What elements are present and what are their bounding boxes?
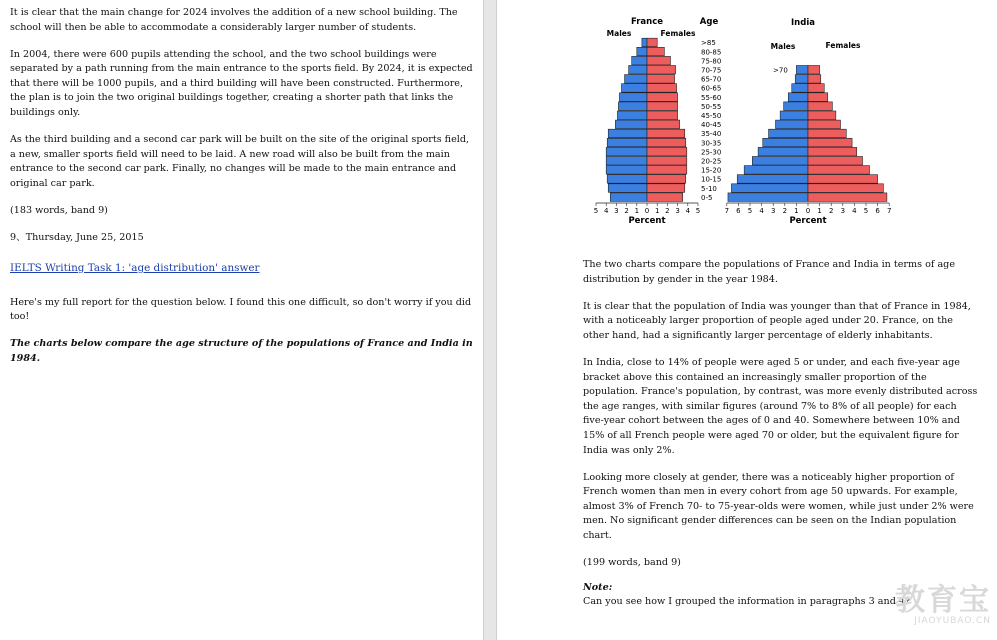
legend-india-females: Females	[825, 41, 861, 50]
tick-label-right-1-1: 2	[828, 207, 834, 215]
bar-female-0-16	[647, 47, 664, 56]
bar-male-1-14	[796, 66, 808, 75]
bar-female-0-8	[647, 120, 680, 129]
post-date: 9、Thursday, June 25, 2015	[10, 232, 144, 244]
task-question: The charts below compare the age structure of the populations of France and India in 1984.	[10, 338, 473, 364]
tick-label-left-1-1: 6	[736, 207, 741, 215]
title-france: France	[630, 17, 664, 27]
bar-male-0-6	[607, 138, 647, 147]
bar-female-0-7	[647, 129, 685, 138]
age-label-0-2: 10-15	[701, 175, 722, 184]
age-label-0-3: 15-20	[701, 166, 722, 175]
age-label-0-1: 5-10	[701, 184, 717, 193]
population-pyramid-chart	[581, 10, 911, 226]
bar-male-0-8	[615, 120, 647, 129]
right-paragraph-4: Looking more closely at gender, there was a noticeably higher proportion of French women than men in every cohort from age 50 upwards. For example, almost 3% of French 70- to 75-year-olds were women, while just under 2% were men. No significant gender differences can be seen on the Indian population chart.	[583, 471, 974, 541]
left-paragraph-3: As the third building and a second car park will be built on the site of the original sports field, a new, smaller sports field will need to be laid. A new road will also be built from the main entrance to the second car park. Finally, no changes will be made to the main entrance and original car park.	[10, 134, 470, 189]
bar-female-1-9	[808, 111, 836, 120]
bar-female-0-10	[647, 102, 678, 111]
bar-male-0-11	[619, 93, 647, 102]
bar-female-0-12	[647, 84, 677, 93]
note-text: Can you see how I grouped the information in paragraphs 3 and 4?	[583, 596, 911, 608]
tick-label-right-1-0: 1	[817, 207, 822, 215]
age-label-0-11: 55-60	[701, 93, 722, 102]
tick-label-left-1-6: 1	[794, 207, 799, 215]
tick-label-right-0-2: 3	[675, 207, 680, 215]
tick-label-left-0-0: 5	[593, 207, 599, 215]
bar-male-0-1	[608, 184, 647, 193]
bar-male-0-16	[637, 47, 647, 56]
right-page	[497, 0, 997, 640]
bar-female-1-7	[808, 129, 846, 138]
tick-label-left-0-1: 4	[603, 207, 609, 215]
bar-female-0-13	[647, 75, 675, 84]
xlabel-0: Percent	[628, 216, 666, 226]
age-label-0-14: 70-75	[701, 66, 722, 75]
bar-male-1-2	[737, 175, 808, 184]
watermark-domain: JIAOYUBAO.CN	[914, 616, 991, 626]
tick-label-left-0-5: 0	[644, 207, 650, 215]
bar-female-1-1	[808, 184, 883, 193]
bar-male-1-13	[795, 75, 808, 84]
tick-label-right-1-3: 4	[852, 207, 857, 215]
tick-label-right-0-4: 5	[695, 207, 701, 215]
legend-france-females: Females	[660, 29, 696, 38]
bar-male-0-17	[642, 38, 647, 47]
tick-label-left-1-3: 4	[759, 207, 764, 215]
left-page	[0, 0, 483, 640]
age-label-0-9: 45-50	[701, 112, 722, 120]
left-paragraph-1: It is clear that the main change for 2024 involves the addition of a new school building. The school will then be able to accommodate a considerably larger number of students.	[10, 7, 458, 33]
age-label-0-7: 35-40	[701, 130, 722, 139]
tick-label-left-1-0: 7	[724, 207, 730, 215]
bar-female-0-15	[647, 56, 670, 65]
age-label-0-0: 0-5	[701, 193, 713, 202]
bar-female-0-6	[647, 138, 686, 147]
bar-male-0-14	[629, 66, 647, 75]
legend-india-males: Males	[770, 42, 796, 51]
bar-male-0-7	[608, 129, 647, 138]
bar-male-1-3	[744, 166, 808, 175]
left-word-count: (183 words, band 9)	[10, 205, 108, 217]
bar-male-1-12	[792, 84, 808, 93]
right-paragraph-2: It is clear that the population of India was younger than that of France in 1984, with a noticeably larger proportion of people aged under 20. France, on the other hand, had a significantly larger percentage of elderly inhabitants.	[583, 300, 971, 341]
tick-label-left-1-7: 0	[805, 207, 811, 215]
tick-label-left-0-2: 3	[614, 207, 619, 215]
tick-label-left-1-4: 3	[770, 207, 776, 215]
age-label-0-6: 30-35	[701, 139, 722, 148]
bar-male-1-11	[788, 93, 808, 102]
bar-male-1-9	[780, 111, 808, 120]
right-paragraph-3: In India, close to 14% of people were aged 5 or under, and each five-year age bracket above this contained an increasingly smaller proportion of the population. France's population, by contrast, was more evenly distributed across the age ranges, with similar figures (around 7% to 8% of all people) for each five-year cohort between the ages of 0 and 40. Somewhere between 10% and 15% of all French people were aged 70 or older, but the equivalent figure for India was only 2%.	[583, 356, 978, 456]
left-paragraph-2: In 2004, there were 600 pupils attending the school, and the two school buildings were separated by a path running from the main entrance to the sports field. By 2024, it is expected that there will be 1000 pupils, and a third building will have been constructed. Furthermore, the plan is to join the two original buildings together, creating a shorter path that links the buildings only.	[10, 48, 473, 119]
xlabel-1: Percent	[789, 216, 827, 226]
bar-female-0-11	[647, 93, 678, 102]
bar-male-1-5	[758, 147, 808, 156]
bar-female-1-13	[808, 75, 821, 84]
bar-female-1-10	[808, 102, 832, 111]
pyramid-svg	[581, 10, 911, 226]
bar-male-1-8	[776, 120, 808, 129]
right-paragraph-1: The two charts compare the populations of France and India in terms of age distribution by gender in the year 1984.	[583, 259, 955, 285]
tick-label-left-0-4: 1	[634, 207, 640, 215]
tick-label-right-1-5: 6	[875, 207, 880, 215]
right-word-count: (199 words, band 9)	[583, 557, 681, 569]
age-label-0-10: 50-55	[701, 102, 722, 111]
bar-female-1-11	[808, 93, 828, 102]
age-axis-title: Age	[699, 17, 719, 27]
bar-male-0-9	[617, 111, 647, 120]
bar-female-0-2	[647, 175, 686, 184]
title-india: India	[791, 18, 815, 28]
age-label-0-17: >85	[701, 39, 716, 48]
watermark-logo-text: 教育宝	[895, 583, 991, 618]
bar-female-1-12	[808, 84, 824, 93]
age-label-0-8: 40-45	[701, 121, 722, 130]
bar-female-0-9	[647, 111, 678, 120]
bar-female-0-14	[647, 66, 676, 75]
tick-label-left-0-3: 2	[624, 207, 629, 215]
tick-label-right-1-2: 3	[840, 207, 846, 215]
bar-male-0-2	[607, 175, 647, 184]
bar-female-1-8	[808, 120, 840, 129]
bar-male-1-1	[731, 184, 808, 193]
bar-male-1-4	[752, 157, 808, 166]
bar-female-1-2	[808, 175, 878, 184]
bar-male-0-3	[606, 166, 647, 175]
bar-female-1-14	[808, 66, 820, 75]
page-gutter	[483, 0, 497, 640]
bar-female-1-3	[808, 166, 869, 175]
bar-female-0-3	[647, 166, 687, 175]
bar-male-0-5	[606, 147, 647, 156]
age-label-0-12: 60-65	[701, 84, 722, 93]
tick-label-left-1-2: 5	[747, 207, 753, 215]
note-label: Note:	[583, 581, 613, 593]
bar-male-0-15	[632, 56, 647, 65]
tick-label-right-0-0: 1	[654, 207, 660, 215]
bar-male-0-12	[622, 84, 648, 93]
bar-female-1-4	[808, 157, 863, 166]
bar-female-1-5	[808, 147, 857, 156]
tick-label-right-0-3: 4	[685, 207, 691, 215]
bar-male-1-10	[784, 102, 808, 111]
bar-female-0-1	[647, 184, 685, 193]
bar-male-0-0	[610, 193, 647, 202]
left-intro: Here's my full report for the question below. I found this one difficult, so don't worry if you did too!	[10, 296, 472, 323]
tick-label-right-1-4: 5	[863, 207, 869, 215]
age-label-1-14: >70	[773, 66, 788, 75]
tick-label-left-1-5: 2	[782, 207, 788, 215]
bar-male-0-4	[606, 157, 647, 166]
bar-female-0-5	[647, 147, 687, 156]
legend-france-males: Males	[606, 29, 632, 38]
post-title-link[interactable]: IELTS Writing Task 1: 'age distribution' answer	[10, 261, 260, 274]
age-label-0-13: 65-70	[701, 75, 722, 84]
bar-female-0-17	[647, 38, 657, 47]
tick-label-right-1-6: 7	[886, 207, 892, 215]
age-label-0-4: 20-25	[701, 157, 722, 166]
bar-male-1-0	[728, 193, 808, 202]
bar-female-1-0	[808, 193, 887, 202]
bar-female-1-6	[808, 138, 852, 147]
bar-female-0-0	[647, 193, 683, 202]
bar-male-0-13	[625, 75, 647, 84]
bar-male-1-7	[769, 129, 808, 138]
site-watermark	[895, 583, 991, 626]
tick-label-right-0-1: 2	[665, 207, 670, 215]
bar-male-1-6	[763, 138, 808, 147]
age-label-0-16: 80-85	[701, 48, 722, 57]
age-label-0-15: 75-80	[701, 57, 722, 66]
bar-female-0-4	[647, 157, 687, 166]
bar-male-0-10	[618, 102, 647, 111]
age-label-0-5: 25-30	[701, 148, 722, 157]
